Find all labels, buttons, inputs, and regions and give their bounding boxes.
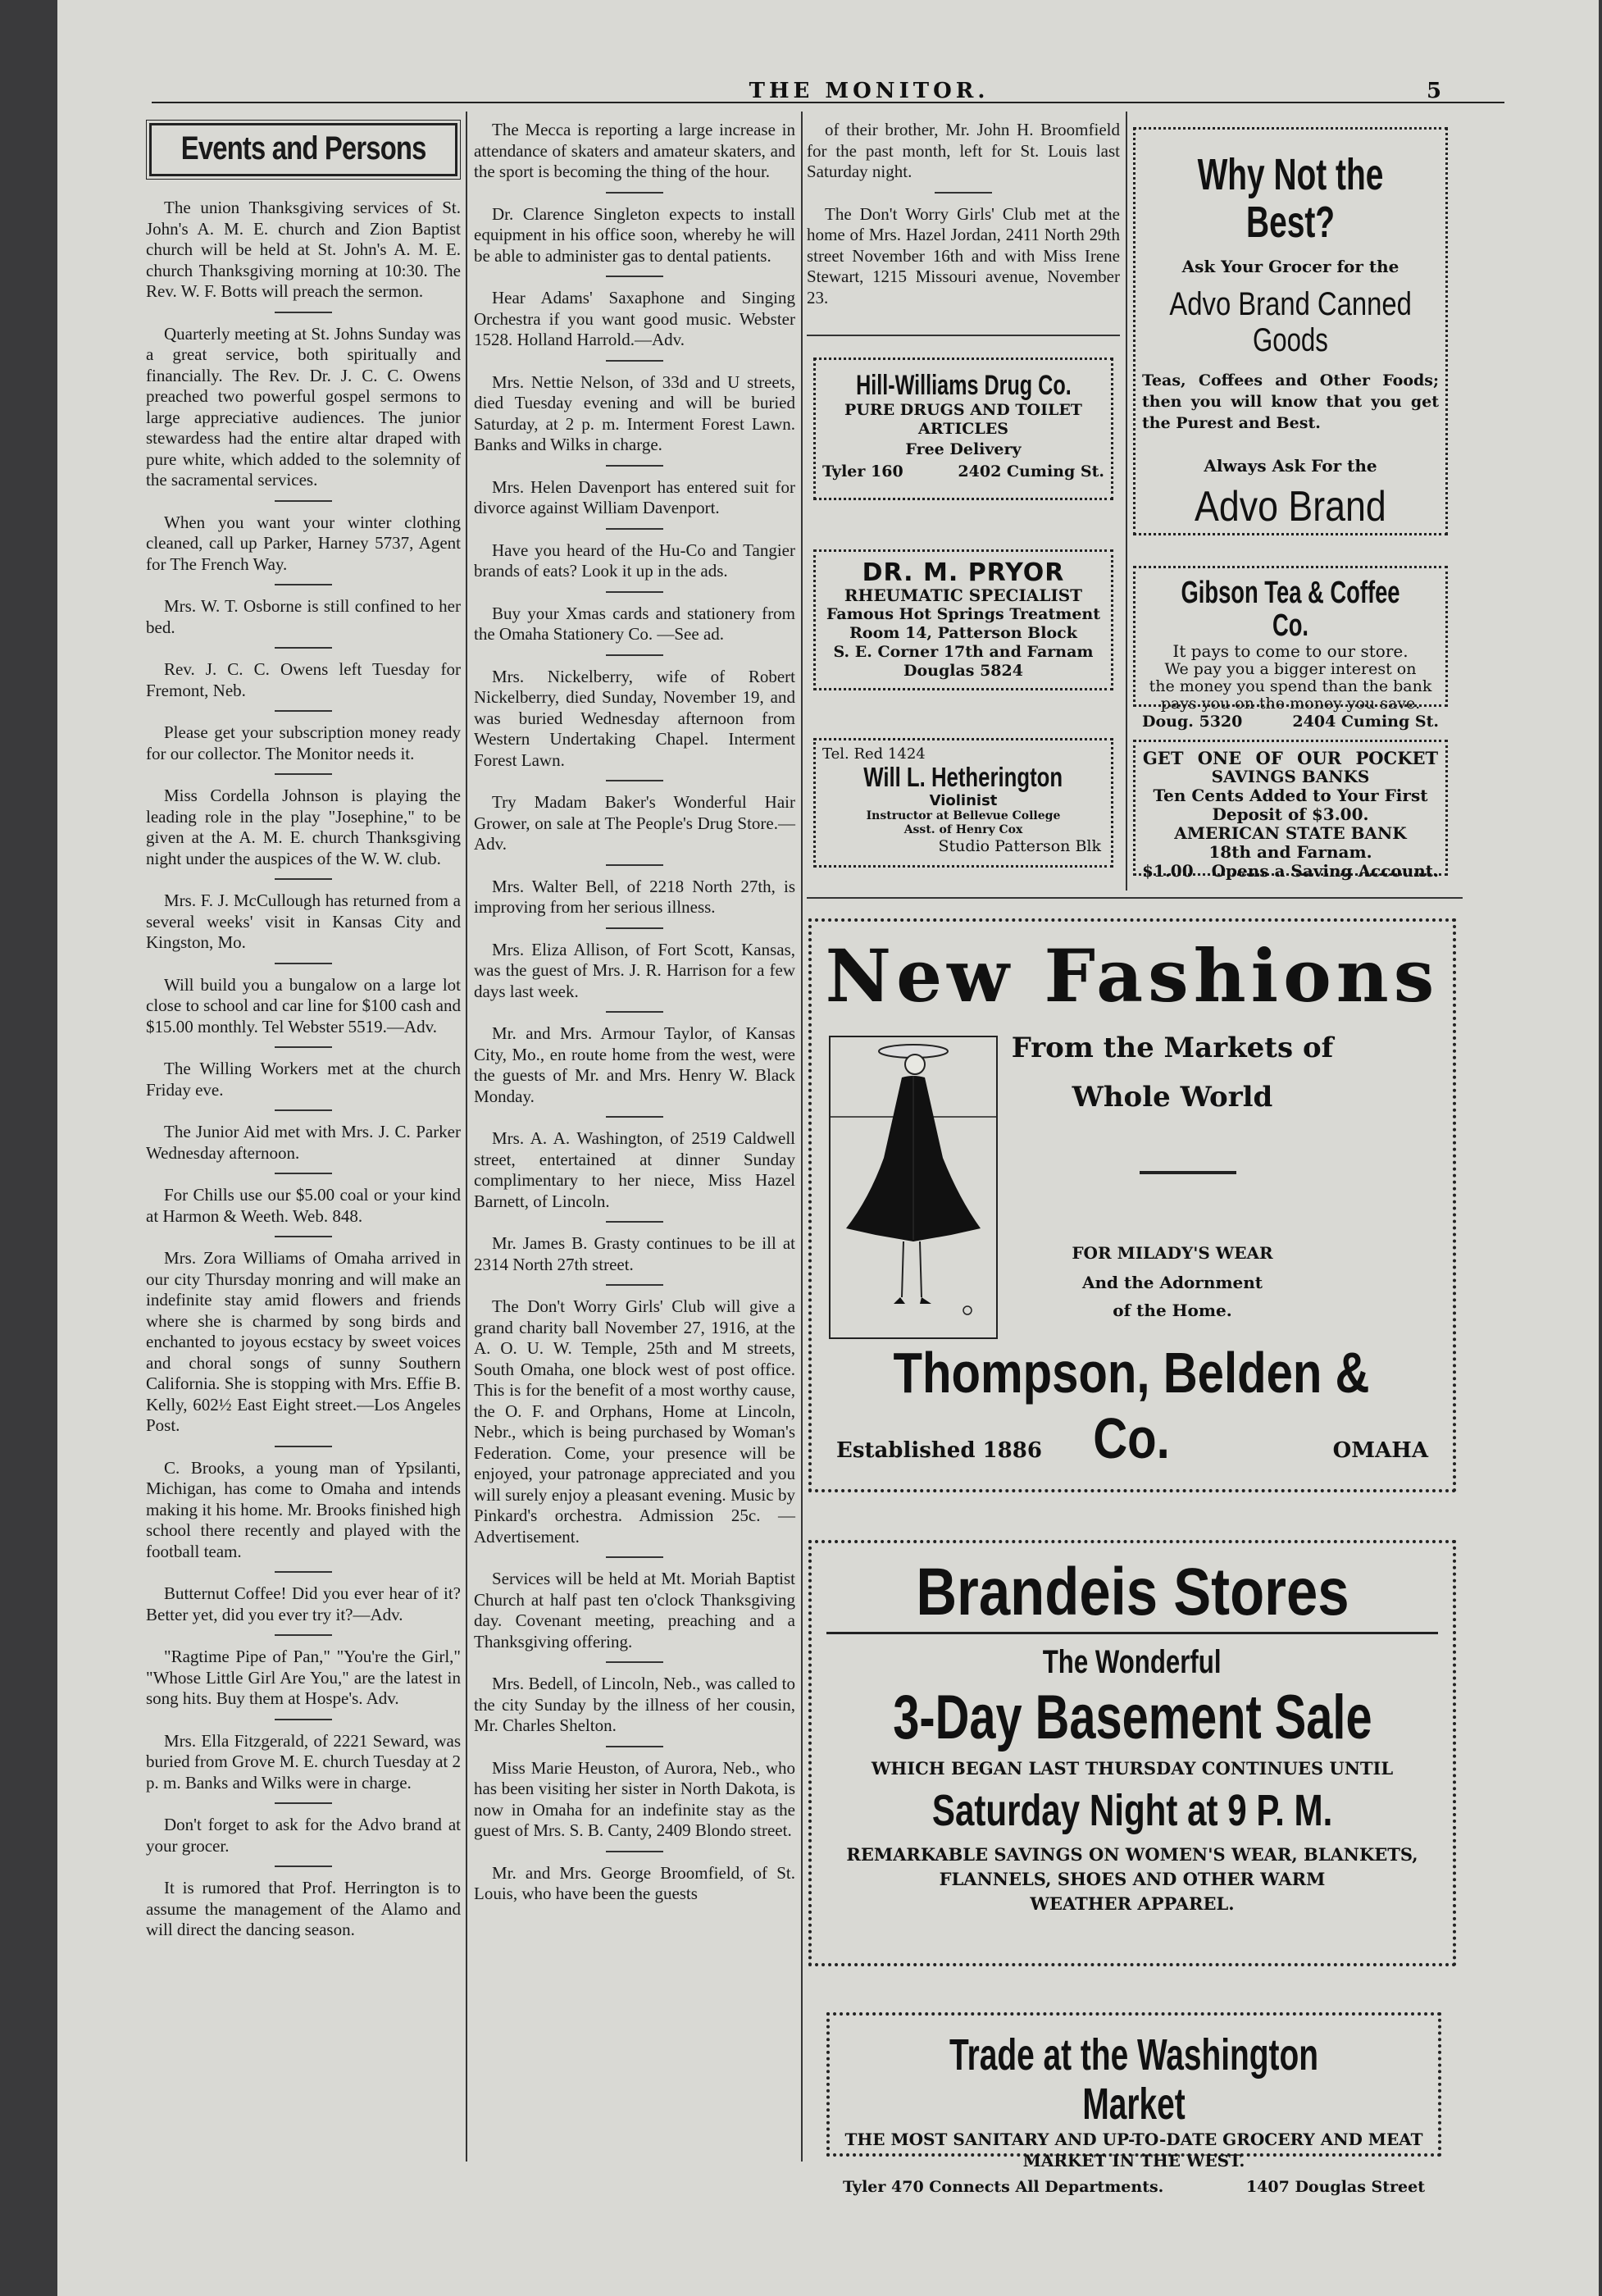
ad-headline: New Fashions [825, 933, 1440, 1018]
news-item: Mrs. Zora Williams of Omaha arrived in our city Thursday monring and will make an indefinite stay amid flowers and friends where she is charmed by song birds and enchanted to joyous ecstacy by sweet voices and choral songs of sunny Southern California. She is stopping with Mrs. Effie B. Kelly, 602½ East Eight street.—Los Angeles Post. [146, 1248, 461, 1435]
news-item: Mrs. Bedell, of Lincoln, Neb., was called to the city Sunday by the illness of her cousin, Mr. Charles Shelton. [474, 1674, 795, 1735]
news-item: Mrs. A. A. Washington, of 2519 Caldwell street, entertained at dinner Sunday complimentary to her niece, Miss Hazel Barnett, of Lincoln. [474, 1128, 795, 1211]
item-separator [606, 780, 663, 781]
news-item: Mrs. Nettie Nelson, of 33d and U streets, died Tuesday evening and will be buried Saturday, at 2 p. m. Interment Forest Lawn. Banks and Wilks in charge. [474, 371, 795, 454]
ad-headline: Why Not the Best? [1197, 150, 1384, 247]
ad-phone: Doug. 5320 [1142, 713, 1243, 731]
ad-name: Trade at the Washington Market [949, 2030, 1319, 2129]
ad-line: Instructor at Bellevue College [866, 809, 1061, 822]
ad-line: RHEUMATIC SPECIALIST [844, 585, 1083, 605]
ad-address: 2402 Cuming St. [958, 462, 1104, 481]
news-item: Will build you a bungalow on a large lot close to school and car line for $100 cash and $15.00 monthly. Tel Webster 5519.—Adv. [146, 974, 461, 1036]
news-item: Please get your subscription money ready for our collector. The Monitor needs it. [146, 722, 461, 763]
ad-line: MARKET IN THE WEST. [1022, 2151, 1245, 2171]
item-separator [275, 500, 332, 502]
news-item: Mr. and Mrs. George Broomfield, of St. Louis, who have been the guests [474, 1862, 795, 1903]
ad-line: GET ONE OF OUR POCKET [1142, 748, 1439, 768]
ad-line: 18th and Farnam. [1208, 842, 1372, 862]
column-rule [801, 112, 803, 2162]
ad-name: Thompson, Belden & Co. [893, 1341, 1370, 1470]
news-item: Mrs. Ella Fitzgerald, of 2221 Seward, was buried from Grove M. E. church Tuesday at 2 p. m. Banks and Wilks were in charge. [146, 1730, 461, 1793]
item-separator [606, 1851, 663, 1852]
column-events-and-persons [146, 118, 461, 1950]
item-separator [606, 1661, 663, 1663]
item-separator [606, 192, 663, 194]
advo-brand-ad [1133, 127, 1448, 535]
ad-line: Ask Your Grocer for the [1181, 257, 1399, 276]
news-item: The Willing Workers met at the church Friday eve. [146, 1059, 461, 1100]
divider [807, 335, 1120, 336]
masthead-rule [152, 102, 1504, 103]
item-separator [275, 1109, 332, 1111]
item-separator [275, 878, 332, 880]
item-separator [606, 1746, 663, 1747]
ad-address: 2404 Cuming St. [1292, 713, 1439, 731]
american-state-bank-ad [1133, 740, 1448, 881]
item-separator [275, 1634, 332, 1636]
ad-line: pays you on the money you save. [1160, 695, 1421, 713]
news-item: Mrs. F. J. McCullough has returned from a several weeks' visit in Kansas City and Kingston, Mo. [146, 891, 461, 952]
news-item: Miss Marie Heuston, of Aurora, Neb., who has been visiting her sister in North Dakota, is now in Omaha for an indefinite stay as the guest of Mrs. S. B. Canty, 2409 Blondo street. [474, 1757, 795, 1840]
ad-line: Douglas 5824 [903, 662, 1023, 680]
pryor-ad [813, 549, 1113, 690]
ad-line: It pays to come to our store. [1172, 641, 1409, 661]
news-item: Buy your Xmas cards and stationery from the Omaha Stationery Co. —See ad. [474, 603, 795, 644]
item-separator [935, 192, 992, 194]
item-separator [606, 654, 663, 656]
ad-name: Gibson Tea & Coffee Co. [1181, 576, 1400, 643]
ad-line: The Wonderful [1043, 1644, 1222, 1680]
news-item: Rev. J. C. C. Owens left Tuesday for Fremont, Neb. [146, 659, 461, 700]
news-item: Mrs. W. T. Osborne is still confined to her bed. [146, 596, 461, 637]
section-heading-box [149, 123, 457, 176]
ad-phone: Tyler 160 [822, 462, 903, 481]
ad-line: Free Delivery [905, 440, 1022, 458]
column-two [474, 120, 795, 1914]
item-separator [606, 927, 663, 929]
news-item: The union Thanksgiving services of St. John's A. M. E. church and Zion Baptist church will be held at St. John's A. M. E. church Thanksgiving morning at 10:30. The Rev. W. F. Botts will preach the sermon. [146, 198, 461, 301]
ad-name: Hill-Williams Drug Co. [855, 370, 1072, 401]
ad-line: Teas, Coffees and Other Foods; then you will know that you get the Purest and Best. [1142, 371, 1439, 432]
ad-line: Opens a Saving Account. [1211, 861, 1439, 881]
news-item: Mr. and Mrs. Armour Taylor, of Kansas City, Mo., en route home from the west, were the guests of Mr. and Mrs. Henry W. Black Monday. [474, 1023, 795, 1106]
item-separator [275, 1046, 332, 1048]
item-separator [606, 1556, 663, 1558]
ad-line: 3-Day Basement Sale [892, 1683, 1372, 1752]
masthead [57, 79, 1599, 108]
ad-phone: Tyler 470 Connects All Departments. [843, 2178, 1164, 2196]
hill-williams-ad [813, 358, 1113, 500]
news-item: It is rumored that Prof. Herrington is to assume the management of the Alamo and will direct the dancing season. [146, 1878, 461, 1939]
column-rule [1126, 112, 1127, 891]
thompson-belden-ad [808, 918, 1456, 1492]
ad-line: Ten Cents Added to Your First [1153, 786, 1428, 805]
item-separator [275, 1571, 332, 1573]
item-separator [606, 591, 663, 593]
page-number: 5 [1427, 79, 1442, 103]
ad-studio: Studio Patterson Blk [938, 837, 1101, 855]
column-rule [466, 112, 467, 2162]
hetherington-ad [813, 738, 1113, 868]
ad-line: Whole World [1072, 1081, 1273, 1114]
item-separator [606, 276, 663, 277]
ad-line: FOR MILADY'S WEAR [1072, 1243, 1273, 1263]
ad-line: THE MOST SANITARY AND UP-TO-DATE GROCERY AND MEAT [844, 2130, 1423, 2149]
news-item: For Chills use our $5.00 coal or your kind at Harmon & Weeth. Web. 848. [146, 1185, 461, 1226]
news-item: Dr. Clarence Singleton expects to install equipment in his office soon, whereby he will be able to administer gas to dental patients. [474, 203, 795, 266]
ad-brand: Advo Brand Canned [1169, 286, 1412, 322]
item-separator [275, 1802, 332, 1804]
ad-line: REMARKABLE SAVINGS ON WOMEN'S WEAR, BLANKETS, [846, 1844, 1418, 1865]
section-heading: Events and Persons [180, 130, 426, 166]
ad-city: OMAHA [1332, 1438, 1428, 1463]
item-separator [275, 312, 332, 313]
gibson-ad [1133, 566, 1448, 731]
ad-address: 1407 Douglas Street [1245, 2178, 1425, 2196]
news-item: Miss Cordella Johnson is playing the leading role in the play "Josephine," to be given at the A. M. E. church Thanksgiving night under the auspices of the W. W. club. [146, 786, 461, 868]
ad-line: S. E. Corner 17th and Farnam [833, 643, 1094, 661]
brandeis-stores-ad [808, 1540, 1456, 1966]
newspaper-title: THE MONITOR. [749, 79, 990, 103]
item-separator [606, 1221, 663, 1223]
news-item: Services will be held at Mt. Moriah Baptist Church at half past ten o'clock Thanksgiving day. Covenant meeting, preaching and a Thanksgiving offering. [474, 1569, 795, 1651]
ad-line: PURE DRUGS AND TOILET [844, 401, 1082, 419]
item-separator [275, 1236, 332, 1237]
news-item: Mrs. Walter Bell, of 2218 North 27th, is improving from her serious illness. [474, 876, 795, 917]
ad-role: Violinist [929, 792, 998, 809]
news-item: The Junior Aid met with Mrs. J. C. Parker Wednesday afternoon. [146, 1122, 461, 1163]
news-item: C. Brooks, a young man of Ypsilanti, Michigan, has come to Omaha and intends making it his home. Mr. Brooks finished high school there recently and played with the football team. [146, 1457, 461, 1561]
ad-established: Established 1886 [836, 1438, 1042, 1463]
news-item: Hear Adams' Saxaphone and Singing Orchestra if you want good music. Webster 1528. Holland Harrold.—Adv. [474, 288, 795, 349]
news-item: Don't forget to ask for the Advo brand at your grocer. [146, 1815, 461, 1856]
item-separator [606, 1011, 663, 1013]
ad-line: AMERICAN STATE BANK [1174, 823, 1407, 843]
news-item: The Don't Worry Girls' Club will give a grand charity ball November 27, 1916, at the A. O. U. W. Temple, 25th and M streets, South Omaha, one block west of post office. This is for the benefit of a most worthy cause, the O. F. and Orphans, Home at Lincoln, Nebr., which is being purchased by Woman's Federation. Come, your presence will be enjoyed, your patronage appreciated and you will surely enjoy a pleasant evening. Music by Pinkard's orchestra. Admission 25c. —Advertisement. [474, 1296, 795, 1547]
news-item: Mrs. Nickelberry, wife of Robert Nickelberry, died Sunday, November 19, and was buried Wednesday afternoon from Western Undertaking Chapel. Interment Forest Lawn. [474, 666, 795, 770]
news-item: Try Madam Baker's Wonderful Hair Grower, on sale at The People's Drug Store.—Adv. [474, 792, 795, 854]
news-item: The Mecca is reporting a large increase in attendance of skaters and amateur skaters, and the sport is becoming the thing of the hour. [474, 120, 795, 181]
item-separator [275, 963, 332, 964]
ad-line: WEATHER APPAREL. [1030, 1893, 1235, 1914]
ad-line: And the Adornment [1081, 1273, 1263, 1292]
item-separator [606, 465, 663, 467]
ad-line: $1.00 [1142, 861, 1194, 881]
news-item: Butternut Coffee! Did you ever hear of it? Better yet, did you ever try it?—Adv. [146, 1583, 461, 1624]
ad-line: the money you spend than the bank [1149, 677, 1432, 695]
divider [807, 897, 1463, 899]
fashion-illustration [828, 1035, 999, 1340]
item-separator [275, 1173, 332, 1174]
ad-line: Always Ask For the [1204, 456, 1377, 476]
news-item: The Don't Worry Girls' Club met at the home of Mrs. Hazel Jordan, 2411 North 29th street November 16th and with Miss Irene Stewart, 1215 Missouri avenue, November 23. [807, 203, 1120, 308]
news-item: of their brother, Mr. John H. Broomfield for the past month, left for St. Louis last Saturday night. [807, 120, 1120, 181]
ad-line: WHICH BEGAN LAST THURSDAY CONTINUES UNTIL [871, 1758, 1394, 1779]
ad-line: Room 14, Patterson Block [849, 624, 1077, 642]
news-item: Mrs. Helen Davenport has entered suit for divorce against William Davenport. [474, 476, 795, 517]
ad-line: From the Markets of [1011, 1032, 1334, 1064]
ad-name: Will L. Hetherington [863, 762, 1063, 792]
ad-line: Deposit of $3.00. [1212, 804, 1369, 824]
ad-line: FLANNELS, SHOES AND OTHER WARM [939, 1869, 1326, 1889]
item-separator [275, 647, 332, 649]
item-separator [275, 1866, 332, 1867]
ad-line: SAVINGS BANKS [1211, 767, 1370, 786]
ad-name: DR. M. PRYOR [862, 558, 1065, 587]
ad-line: of the Home. [1113, 1301, 1232, 1320]
news-item: "Ragtime Pipe of Pan," "You're the Girl," "Whose Little Girl Are You," are the latest in song hits. Buy them at Hospe's. Adv. [146, 1647, 461, 1708]
item-separator [606, 528, 663, 530]
newspaper-page [57, 0, 1599, 2296]
item-separator [275, 710, 332, 712]
item-separator [606, 864, 663, 866]
ad-line: We pay you a bigger interest on [1164, 660, 1417, 678]
ad-brand: Goods [1253, 322, 1328, 358]
news-item: Mrs. Eliza Allison, of Fort Scott, Kansas, was the guest of Mrs. J. R. Harrison for a few days last week. [474, 939, 795, 1001]
item-separator [275, 584, 332, 585]
ad-phone: Tel. Red 1424 [822, 745, 926, 763]
ad-line: Asst. of Henry Cox [903, 823, 1023, 836]
ad-brand: Advo Brand [1195, 483, 1386, 531]
ad-name: Brandeis Stores [915, 1555, 1349, 1629]
news-item: When you want your winter clothing cleaned, call up Parker, Harney 5737, Agent for The French Way. [146, 512, 461, 574]
ad-line: ARTICLES [918, 420, 1008, 438]
item-separator [606, 1284, 663, 1286]
news-item: Quarterly meeting at St. Johns Sunday was a great service, both spiritually and financially. The Rev. Dr. J. C. C. Owens preached two powerful gospel sermons to large appreciative audiences. The junior stewardess had the entire altar draped with pure white, which added to the solemnity of the sacramental services. [146, 323, 461, 490]
ad-line: Saturday Night at 9 P. M. [931, 1786, 1333, 1835]
item-separator [606, 1116, 663, 1118]
item-separator [275, 773, 332, 775]
item-separator [275, 1719, 332, 1720]
news-item: Mr. James B. Grasty continues to be ill at 2314 North 27th street. [474, 1233, 795, 1274]
item-separator [606, 360, 663, 362]
column-three-text [807, 120, 1120, 317]
ad-line: Famous Hot Springs Treatment [826, 605, 1101, 623]
news-item: Have you heard of the Hu-Co and Tangier brands of eats? Look it up in the ads. [474, 540, 795, 581]
washington-market-ad [826, 2012, 1441, 2196]
divider [1140, 1171, 1236, 1174]
item-separator [275, 1446, 332, 1447]
